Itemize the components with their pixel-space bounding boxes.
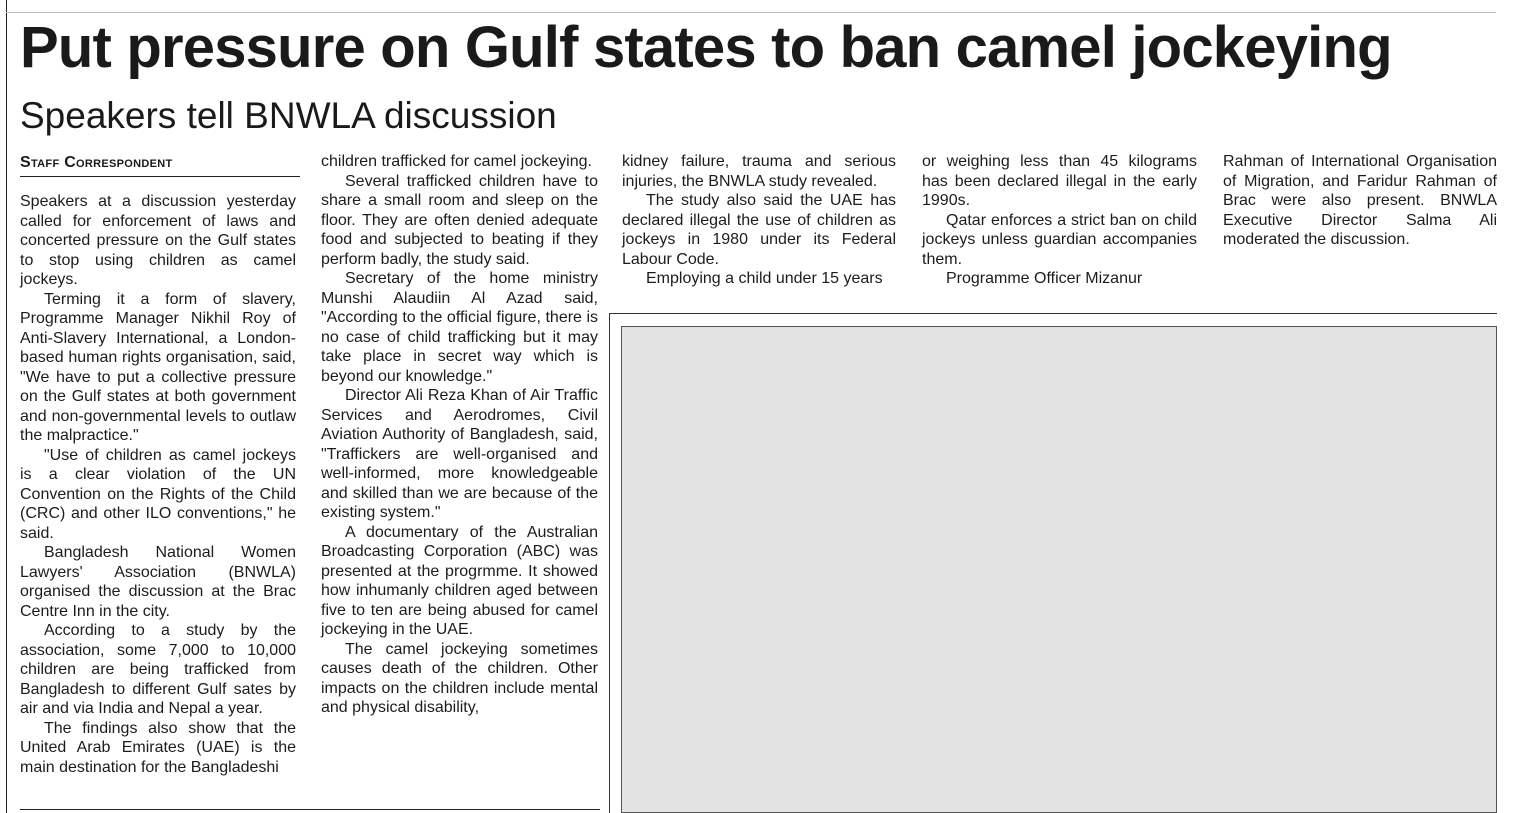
paragraph: Director Ali Reza Khan of Air Traffic Services and Aerodromes, Civil Aviation Authority of Bangladesh, said, "Traffickers are well-organised and well-informed, more knowledgeable and skilled than we are because of the existing system." xyxy=(321,387,598,521)
photo-placeholder xyxy=(621,326,1497,813)
article-column-4 xyxy=(922,152,1197,289)
byline: Staff Correspondent xyxy=(20,152,300,177)
paragraph: According to a study by the association, some 7,000 to 10,000 children are being trafficked from Bangladesh to different Gulf sates by air and via India and Nepal a year. xyxy=(20,622,296,717)
paragraph: Bangladesh National Women Lawyers' Association (BNWLA) organised the discussion at the Brac Centre Inn in the city. xyxy=(20,544,296,620)
paragraph: Speakers at a discussion yesterday called for enforcement of laws and concerted pressure on the Gulf states to stop using children as camel jockeys. xyxy=(20,193,296,288)
paragraph: Programme Officer Mizanur xyxy=(946,270,1143,287)
article-column-5 xyxy=(1223,152,1497,250)
column-bottom-rule xyxy=(20,809,600,810)
paragraph: or weighing less than 45 kilograms has been declared illegal in the early 1990s. xyxy=(922,153,1197,209)
paragraph: Qatar enforces a strict ban on child jockeys unless guardian accompanies them. xyxy=(922,211,1197,268)
paragraph: Rahman of International Organisation of Migration, and Faridur Rahman of Brac were also present. BNWLA Executive Director Salma Ali moderated the discussion. xyxy=(1223,153,1497,248)
paragraph: Secretary of the home ministry Munshi Alaudiin Al Azad said, "According to the official figure, there is no case of child trafficking but it may take place in secret way which is beyond our knowledge." xyxy=(321,270,598,385)
article-column-3 xyxy=(622,152,896,289)
paragraph: A documentary of the Australian Broadcasting Corporation (ABC) was presented at the progrmme. It showed how inhumanly children aged between five to ten are being abused for camel jockeying in the UAE. xyxy=(321,523,598,638)
article-column-1 xyxy=(20,192,296,777)
subheadline: Speakers tell BNWLA discussion xyxy=(20,95,557,136)
page-left-rule xyxy=(6,0,7,813)
paragraph: Terming it a form of slavery, Programme Manager Nikhil Roy of Anti-Slavery International, a London-based human rights organisation, said, "We have to put a collective pressure on the Gulf states at both government and non-governmental levels to outlaw the malpractice." xyxy=(20,290,296,444)
paragraph: Employing a child under 15 years xyxy=(646,270,883,287)
paragraph: The study also said the UAE has declared illegal the use of children as jockeys in 1980 under its Federal Labour Code. xyxy=(622,192,896,268)
headline: Put pressure on Gulf states to ban camel jockeying xyxy=(20,15,1392,80)
paragraph: Several trafficked children have to share a small room and sleep on the floor. They are often denied adequate food and subjected to beating if they perform badly, the study said. xyxy=(321,172,598,268)
paragraph: The camel jockeying sometimes causes death of the children. Other impacts on the children include mental and physical disability, xyxy=(321,640,598,716)
paragraph: kidney failure, trauma and serious injuries, the BNWLA study revealed. xyxy=(622,153,896,190)
paragraph: "Use of children as camel jockeys is a clear violation of the UN Convention on the Rights of the Child (CRC) and other ILO conventions," he said. xyxy=(20,446,296,542)
paragraph: children trafficked for camel jockeying. xyxy=(321,153,592,170)
article-column-2 xyxy=(321,152,598,718)
paragraph: The findings also show that the United Arab Emirates (UAE) is the main destination for the Bangladeshi xyxy=(20,719,296,776)
